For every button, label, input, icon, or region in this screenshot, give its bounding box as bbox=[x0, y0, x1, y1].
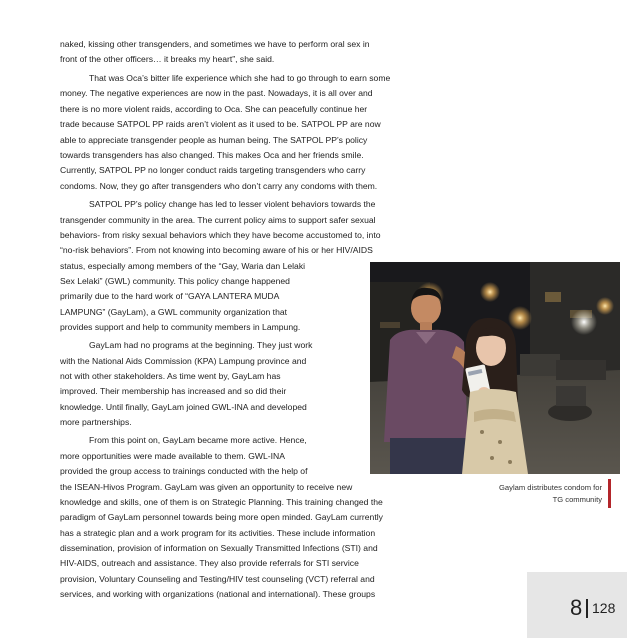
caption-line-2: TG community bbox=[552, 494, 602, 504]
body-line-19: provides support and help to community members in Lampung. bbox=[60, 322, 301, 332]
body-line-8: towards transgenders has also changed. This makes Oca and her friends smile. bbox=[60, 150, 364, 160]
body-line-22: not with other stakeholders. As time went by, GayLam has bbox=[60, 371, 281, 381]
body-line-29: the ISEAN-Hivos Program. GayLam was given an opportunity to receive new bbox=[60, 482, 353, 492]
body-line-31: paradigm of GayLam personnel towards being more open minded. GayLam currently bbox=[60, 512, 383, 522]
body-line-7: able to appreciate transgender people as human being. The SATPOL PP’s policy bbox=[60, 135, 368, 145]
body-line-1: naked, kissing other transgenders, and sometimes we have to perform oral sex in bbox=[60, 39, 370, 49]
body-line-35: provision, Voluntary Counseling and Testing/HIV test counseling (VCT) referral and bbox=[60, 574, 375, 584]
body-line-32: has a strategic plan and a work program for its activities. These include information bbox=[60, 528, 376, 538]
photo-condom-distribution bbox=[370, 262, 620, 474]
body-line-23: improved. Their membership has increased and so did their bbox=[60, 386, 287, 396]
page-number-divider bbox=[586, 599, 588, 618]
photo-caption bbox=[470, 482, 602, 505]
body-line-34: HIV-AIDS, outreach and assistance. They also provide referrals for STI service bbox=[60, 558, 359, 568]
body-line-2: front of the other officers… it breaks my heart”, she said. bbox=[60, 54, 275, 64]
body-line-11: SATPOL PP’s policy change has led to lesser violent behaviors towards the bbox=[89, 199, 376, 209]
body-line-26: From this point on, GayLam became more active. Hence, bbox=[89, 435, 307, 445]
body-line-21: with the National Aids Commission (KPA) Lampung province and bbox=[60, 356, 307, 366]
page-number: 8 bbox=[570, 595, 583, 620]
caption-line-1: Gaylam distributes condom for bbox=[499, 483, 602, 492]
body-line-6: trade because SATPOL PP raids aren’t violent as it used to be. SATPOL PP are now bbox=[60, 119, 381, 129]
body-line-24: knowledge. Until finally, GayLam joined GWL-INA and developed bbox=[60, 402, 307, 412]
caption-accent-bar bbox=[608, 479, 611, 508]
body-line-28: provided the group access to trainings conducted with the help of bbox=[60, 466, 308, 476]
body-line-20: GayLam had no programs at the beginning. They just work bbox=[89, 340, 313, 350]
body-line-13: behaviors- from risky sexual behaviors which they have become accustomed to, into bbox=[60, 230, 381, 240]
body-line-30: knowledge and skills, one of them is on Strategic Planning. This training changed the bbox=[60, 497, 383, 507]
body-line-25: more partnerships. bbox=[60, 417, 132, 427]
body-line-16: Sex Lelaki” (GWL) community. This policy change happened bbox=[60, 276, 290, 286]
body-line-18: LAMPUNG” (GayLam), a GWL community organization that bbox=[60, 307, 288, 317]
body-line-3: That was Oca’s bitter life experience which she had to go through to earn some bbox=[89, 73, 391, 83]
body-line-36: services, and working with organizations (national and international). These groups bbox=[60, 589, 376, 599]
body-line-14: “no-risk behaviors”. From not knowing into becoming aware of his or her HIV/AIDS bbox=[60, 245, 373, 255]
body-line-4: money. The negative experiences are now in the past. Nowadays, it is all over and bbox=[60, 88, 373, 98]
body-line-9: Currently, SATPOL PP no longer conduct raids targeting transgenders who carry bbox=[60, 165, 366, 175]
total-pages: 128 bbox=[592, 600, 616, 616]
body-line-27: more opportunities were made available to them. GWL-INA bbox=[60, 451, 285, 461]
body-line-17: primarily due to the hard work of “GAYA LANTERA MUDA bbox=[60, 291, 280, 301]
body-line-10: condoms. Now, they go after transgenders who don’t carry any condoms with them. bbox=[60, 181, 378, 191]
body-line-15: status, especially among members of the “Gay, Waria dan Lelaki bbox=[60, 261, 306, 271]
body-line-5: there is no more violent raids, according to Oca. She can peacefully continue her bbox=[60, 104, 368, 114]
body-line-33: dissemination, provision of information on Sexually Transmitted Infections (STI) and bbox=[60, 543, 378, 553]
body-line-12: transgender community in the area. The current policy aims to support safer sexual bbox=[60, 215, 376, 225]
